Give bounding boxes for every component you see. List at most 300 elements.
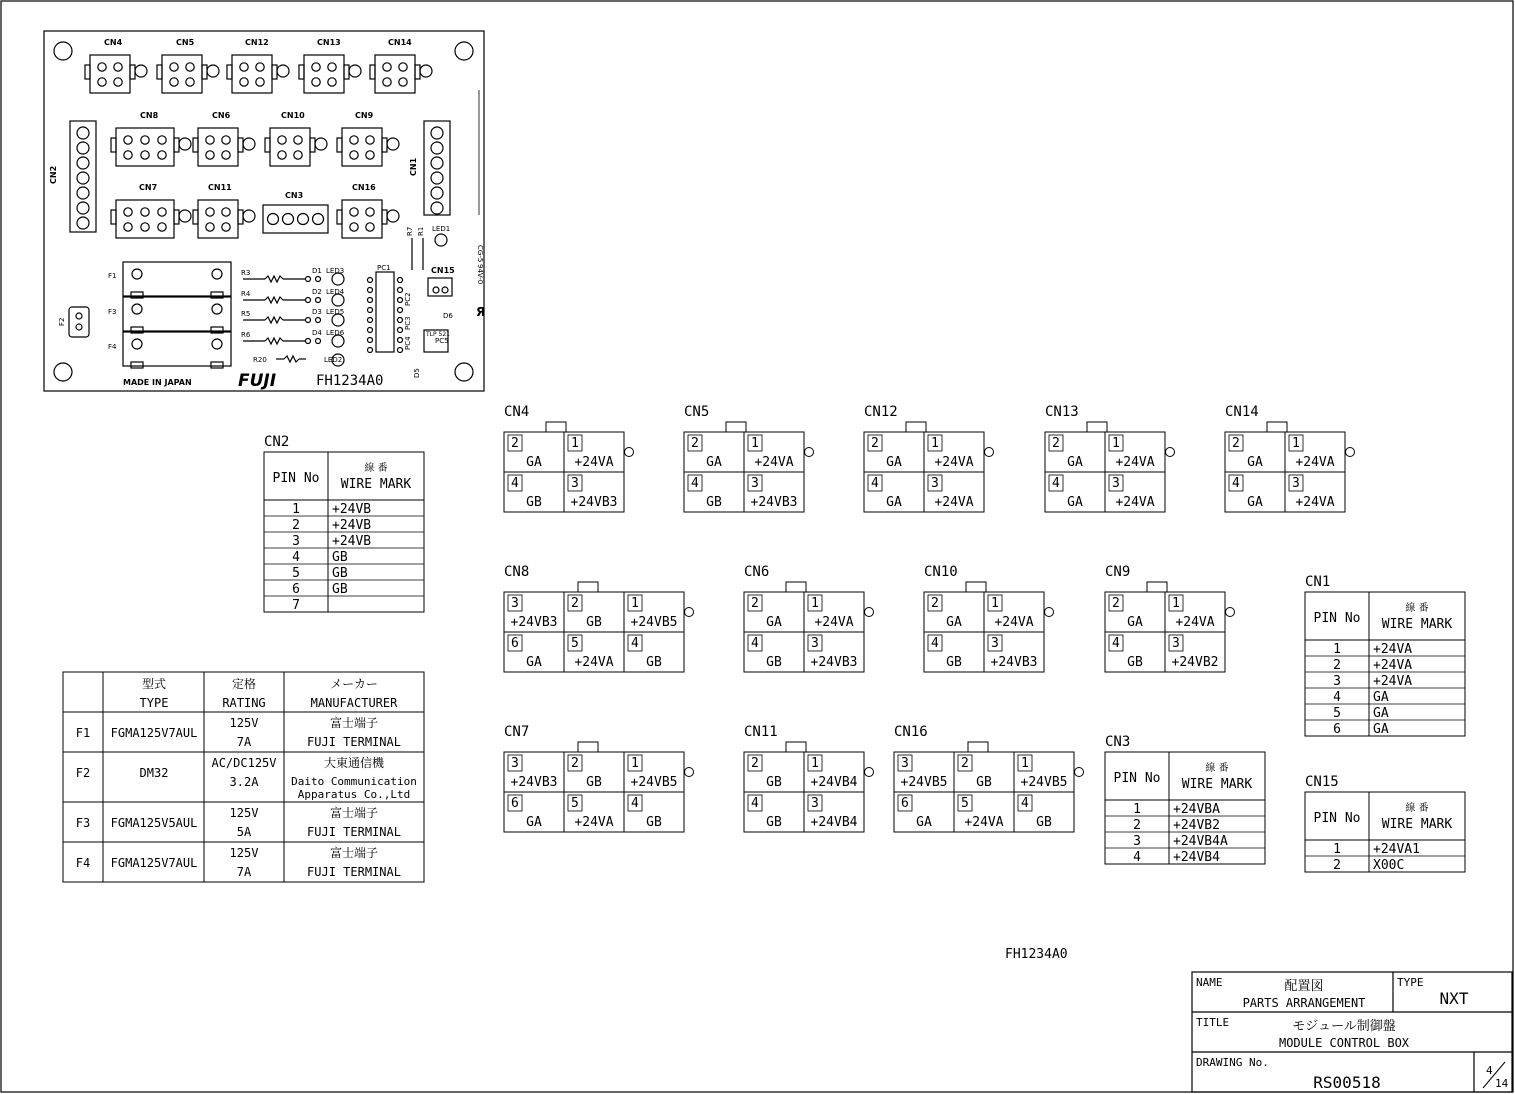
board-label-r7: R7: [406, 226, 414, 236]
pin-number: 6: [511, 796, 519, 811]
ul-mark-icon: Я: [476, 305, 486, 319]
fuse-row-type: FGMA125V7AUL: [110, 856, 198, 870]
fuse-row-maker-jp: 富士端子: [329, 716, 379, 730]
fuse-clip: [76, 313, 82, 319]
fuse-row-rating: 125V: [229, 806, 259, 820]
board-label-f1: F1: [108, 272, 117, 280]
pin-pad: [368, 308, 373, 313]
board-label-cn7: CN7: [139, 183, 158, 192]
title-title-label: TITLE: [1196, 1016, 1230, 1029]
connector-tab: [85, 65, 90, 79]
pin-pad: [158, 208, 166, 216]
pin-number: 4: [511, 476, 519, 491]
fuse-header-type-jp: 型式: [141, 677, 167, 691]
pin-signal: GA: [916, 815, 932, 830]
pin-signal: +24VB3: [510, 615, 558, 630]
fuse-clip: [132, 304, 142, 314]
pin-pad: [77, 127, 89, 139]
board-label-d1: D1: [312, 267, 322, 275]
connector-title: CN9: [1105, 564, 1131, 580]
connector-body: [162, 55, 202, 93]
board-connector-4pin: [227, 55, 289, 93]
pin-number: 1: [811, 596, 819, 611]
pin-pad: [368, 278, 373, 283]
pin-number: 3: [1172, 636, 1180, 651]
fuse-row-id: F3: [75, 816, 91, 830]
fuse-row-type: FGMA125V5AUL: [110, 816, 198, 830]
fuse-row-maker-jp: 富士端子: [329, 846, 379, 860]
pin-number: 4: [1232, 476, 1240, 491]
pin-pad: [431, 187, 443, 199]
board-connector-4pin: [299, 55, 361, 93]
pin-pad: [366, 136, 374, 144]
pin-signal: GA: [526, 455, 542, 470]
board-mark-cg5: CG-5: [476, 245, 484, 263]
pin-pad: [206, 136, 214, 144]
board-label-cn10: CN10: [281, 111, 305, 120]
board-label-d6: D6: [443, 312, 453, 320]
pin-number: 4: [631, 796, 639, 811]
pin-table-pin: 6: [1333, 722, 1341, 737]
fuse-row-current: 7A: [236, 865, 252, 879]
pin-pad: [124, 208, 132, 216]
pin-pad: [298, 214, 309, 225]
pin-pad: [256, 78, 264, 86]
pin-table-header-pin: PIN No: [1313, 811, 1361, 826]
connector-key-icon: [243, 210, 255, 222]
pin-signal: +24VB5: [630, 615, 678, 630]
connector-key-icon: [179, 138, 191, 150]
title-en: MODULE CONTROL BOX: [1278, 1036, 1410, 1050]
board-connector-cn1: [424, 121, 450, 215]
pin-number: 5: [961, 796, 969, 811]
connector-tab: [310, 138, 315, 152]
board-label-cn14: CN14: [388, 38, 412, 47]
pin-signal: GA: [1247, 495, 1263, 510]
pin1-marker-icon: [1226, 608, 1235, 617]
pcb-board: [44, 31, 484, 391]
drawing-no: RS00518: [1313, 1073, 1381, 1092]
pin-table-cn2: [264, 434, 424, 613]
connector-latch: [578, 742, 598, 752]
board-label-f2: F2: [58, 317, 66, 326]
pin-number: 3: [511, 756, 519, 771]
board-connector-4pin: [193, 128, 255, 166]
title-jp: モジュール制御盤: [1292, 1019, 1396, 1034]
pin-pad: [398, 278, 403, 283]
pin-pad: [306, 339, 311, 344]
pin-pad: [316, 277, 321, 282]
pin-number: 1: [571, 436, 579, 451]
connector-key-icon: [243, 138, 255, 150]
connector-tab: [193, 138, 198, 152]
connector-key-icon: [179, 210, 191, 222]
connector-key-icon: [135, 65, 147, 77]
pin-pad: [222, 136, 230, 144]
pin-signal: GB: [646, 655, 662, 670]
fuse-row-current: 3.2A: [229, 775, 259, 789]
pin-table-header-wire-en: WIRE MARK: [1381, 817, 1453, 832]
connector-tab: [202, 65, 207, 79]
pin-pad: [398, 298, 403, 303]
pin-signal: +24VA: [1175, 615, 1215, 630]
fuse-row-id: F2: [75, 766, 91, 780]
connector-body: [428, 278, 452, 296]
connector-latch: [1087, 422, 1107, 432]
connector-tab: [344, 65, 349, 79]
pin-table-header-pin: PIN No: [1313, 611, 1361, 626]
fuse-header-maker-en: MANUFACTURER: [310, 696, 398, 710]
pin-signal: +24VB2: [1171, 655, 1219, 670]
board-label-led2: LED2: [324, 356, 343, 364]
connector-latch: [726, 422, 746, 432]
pin-number: 3: [931, 476, 939, 491]
mount-hole: [54, 363, 72, 381]
connector-body: [90, 55, 130, 93]
board-mark-tlp521: TLP 521: [426, 331, 450, 338]
pin-number: 4: [1052, 476, 1060, 491]
pin-signal: +24VB3: [570, 495, 618, 510]
connector-title: CN11: [744, 724, 778, 740]
connector-tab: [111, 138, 116, 152]
pin-pad: [124, 223, 132, 231]
pin-table-wire: GA: [1373, 722, 1389, 737]
fuse-row-current: 7A: [236, 735, 252, 749]
connector-body: [70, 121, 96, 232]
pin-pad: [158, 223, 166, 231]
pin-pad: [306, 318, 311, 323]
pin-table-wire: +24VA: [1373, 674, 1413, 689]
pin-pad: [398, 308, 403, 313]
connector-cn10: [924, 564, 1054, 672]
pin-table-header-wire-jp: 線 番: [1405, 603, 1429, 614]
pin-pad: [368, 338, 373, 343]
fuse-clip: [212, 304, 222, 314]
board-label-cn8: CN8: [140, 111, 159, 120]
connector-tab: [337, 210, 342, 224]
pin-pad: [294, 136, 302, 144]
resistor-icon: [265, 317, 283, 323]
fuse-row-maker-jp: 富士端子: [329, 806, 379, 820]
pin-pad: [206, 151, 214, 159]
pin-signal: GA: [526, 815, 542, 830]
pin-pad: [368, 318, 373, 323]
pin-pad: [306, 298, 311, 303]
connector-cn6: [744, 564, 874, 672]
board-connector-6pin: [111, 128, 191, 166]
fuse-clip: [212, 269, 222, 279]
pin-pad: [114, 78, 122, 86]
pin-number: 2: [1232, 436, 1240, 451]
title-block-text: [1196, 976, 1509, 1092]
fuse-row-maker-en: FUJI TERMINAL: [307, 865, 401, 879]
pin-signal: +24VA: [1115, 495, 1155, 510]
pin-pad: [368, 288, 373, 293]
pin-number: 2: [931, 596, 939, 611]
board-label-r3: R3: [241, 269, 251, 277]
pin-pad: [398, 338, 403, 343]
pin-signal: GB: [526, 495, 542, 510]
pin-pad: [433, 287, 439, 293]
pc-body: [376, 272, 394, 352]
resistor-icon: [265, 338, 283, 344]
pin-pad: [316, 298, 321, 303]
pin-table-wire: GB: [332, 550, 348, 565]
board-connector-4pin: [85, 55, 147, 93]
pin-number: 1: [1021, 756, 1029, 771]
pin-pad: [77, 187, 89, 199]
pin-signal: +24VB3: [810, 655, 858, 670]
sheet-number: 4: [1486, 1064, 1493, 1077]
pin1-marker-icon: [1346, 448, 1355, 457]
connector-body: [232, 55, 272, 93]
fuse-clip: [132, 339, 142, 349]
pin-signal: GA: [706, 455, 722, 470]
fuse-body: [69, 307, 89, 337]
connector-latch: [786, 742, 806, 752]
connector-cn7: [504, 724, 694, 832]
pin-signal: +24VB5: [630, 775, 678, 790]
pin-number: 2: [1112, 596, 1120, 611]
pin-table-pin: 6: [292, 582, 300, 597]
board-connector-4pin: [370, 55, 432, 93]
pin-table-wire: X00C: [1373, 858, 1405, 873]
connector-title: CN6: [744, 564, 770, 580]
pin-number: 4: [751, 796, 759, 811]
connector-body: [304, 55, 344, 93]
pin-pad: [350, 223, 358, 231]
board-label-led1: LED1: [432, 225, 451, 233]
pin-pad: [383, 78, 391, 86]
led-icon: [435, 234, 447, 246]
pin-pad: [350, 151, 358, 159]
fuse-row-id: F1: [75, 726, 91, 740]
pin-number: 2: [1052, 436, 1060, 451]
pin-pad: [442, 287, 448, 293]
pin-table-wire: +24VB4A: [1173, 834, 1228, 849]
title-type-value: NXT: [1439, 989, 1469, 1008]
board-number: FH1234A0: [316, 373, 384, 389]
pin-table-pin: 4: [292, 550, 300, 565]
pin-pad: [186, 78, 194, 86]
pin-table-header-wire-en: WIRE MARK: [1181, 777, 1253, 792]
fuse-row-rating: 125V: [229, 716, 259, 730]
pin-table-wire: GA: [1373, 690, 1389, 705]
connector-tab: [272, 65, 277, 79]
pin-pad: [77, 142, 89, 154]
pin-signal: +24VB4: [810, 775, 858, 790]
pin-number: 5: [571, 796, 579, 811]
pin1-marker-icon: [625, 448, 634, 457]
pin-number: 1: [1172, 596, 1180, 611]
title-type-label: TYPE: [1397, 976, 1424, 989]
pin-number: 4: [631, 636, 639, 651]
board-label-r5: R5: [241, 310, 251, 318]
pin-pad: [350, 136, 358, 144]
connector-tab: [415, 65, 420, 79]
fuse-table-text: [76, 676, 417, 879]
fuse-clip: [212, 339, 222, 349]
pin-signal: GA: [526, 655, 542, 670]
pin-signal: GA: [1247, 455, 1263, 470]
pin-number: 3: [571, 476, 579, 491]
pin1-marker-icon: [685, 608, 694, 617]
pin-table-pin: 3: [292, 534, 300, 549]
connector-cn16: [894, 724, 1084, 832]
pin-pad: [256, 63, 264, 71]
drawing-no-label: DRAWING No.: [1196, 1056, 1269, 1069]
connector-title: CN13: [1045, 404, 1079, 420]
pin-pad: [294, 151, 302, 159]
connector-tab: [111, 210, 116, 224]
pin1-marker-icon: [985, 448, 994, 457]
mount-hole: [455, 363, 473, 381]
pin-signal: +24VA: [1295, 455, 1335, 470]
board-label-cn9: CN9: [355, 111, 374, 120]
pin-pad: [312, 78, 320, 86]
pin-table-wire: +24VB: [332, 518, 372, 533]
pin-pad: [312, 63, 320, 71]
fuse-header-type-en: TYPE: [139, 696, 169, 710]
pin-pad: [383, 63, 391, 71]
connector-tab: [130, 65, 135, 79]
board-label-pc3: PC3: [404, 316, 412, 330]
board-label-d4: D4: [312, 329, 322, 337]
pin-table-header-wire-jp: 線 番: [364, 463, 388, 474]
fuse-row-type: DM32: [139, 766, 169, 780]
pin-number: 4: [931, 636, 939, 651]
pin-number: 1: [751, 436, 759, 451]
pin-pad: [158, 151, 166, 159]
pin-number: 3: [991, 636, 999, 651]
connector-tab: [265, 138, 270, 152]
pin-table-header-wire-jp: 線 番: [1205, 763, 1229, 774]
pin1-marker-icon: [1075, 768, 1084, 777]
pin-table-wire: +24VB: [332, 502, 372, 517]
pin-signal: +24VB5: [900, 775, 948, 790]
pin-pad: [399, 78, 407, 86]
pin-pad: [431, 202, 443, 214]
pin-pad: [399, 63, 407, 71]
pin-signal: +24VA: [754, 455, 794, 470]
pin-signal: GB: [946, 655, 962, 670]
pin-number: 1: [1112, 436, 1120, 451]
pin-pad: [398, 348, 403, 353]
pin-pad: [222, 223, 230, 231]
board-label-led4: LED4: [326, 288, 345, 296]
board-label-led5: LED5: [326, 308, 345, 316]
pin-signal: +24VA: [1115, 455, 1155, 470]
pin-signal: GB: [1127, 655, 1143, 670]
pin-table-pin: 1: [1133, 802, 1141, 817]
pin-pad: [141, 136, 149, 144]
pin-number: 3: [1292, 476, 1300, 491]
pin-pad: [141, 223, 149, 231]
fuse-clip: [132, 269, 142, 279]
pin-signal: GB: [1036, 815, 1052, 830]
pin-pad: [222, 151, 230, 159]
pin-pad: [431, 142, 443, 154]
board-label-cn16: CN16: [352, 183, 376, 192]
connector-cn5: [684, 404, 814, 512]
pin-pad: [222, 208, 230, 216]
connector-body: [116, 200, 174, 238]
board-label-f3: F3: [108, 308, 117, 316]
pin-pad: [77, 217, 89, 229]
pin-pad: [141, 208, 149, 216]
pin-signal: +24VA: [934, 495, 974, 510]
pin-number: 3: [811, 636, 819, 651]
title-name-label: NAME: [1196, 976, 1223, 989]
board-label-pc4: PC4: [404, 336, 412, 350]
pin-number: 2: [571, 596, 579, 611]
pin-table-pin: 2: [1333, 858, 1341, 873]
mount-hole: [455, 42, 473, 60]
board-label-pc5: PC5: [435, 337, 449, 345]
fuse-row-id: F4: [75, 856, 91, 870]
pin-signal: +24VA: [964, 815, 1004, 830]
pin-pad: [77, 157, 89, 169]
pin-number: 1: [631, 756, 639, 771]
connector-cn11: [744, 724, 874, 832]
connector-tab: [227, 65, 232, 79]
connector-title: CN5: [684, 404, 710, 420]
pin-table-pin: 2: [292, 518, 300, 533]
pin-signal: +24VA: [574, 815, 614, 830]
fuse-row-rating: 125V: [229, 846, 259, 860]
connector-body: [198, 200, 238, 238]
mount-hole: [54, 42, 72, 60]
board-label-led6: LED6: [326, 329, 345, 337]
pin-number: 4: [751, 636, 759, 651]
pin-pad: [77, 172, 89, 184]
board-label-led3: LED3: [326, 267, 345, 275]
board-connector-cn2: [70, 121, 96, 232]
pin-signal: GA: [886, 495, 902, 510]
pin-pad: [240, 78, 248, 86]
connector-title: CN12: [864, 404, 898, 420]
connector-latch: [578, 582, 598, 592]
drawing-id: FH1234A0: [1005, 947, 1068, 962]
pin-table-pin: 4: [1333, 690, 1341, 705]
connector-body: [263, 205, 328, 233]
connector-tab: [370, 65, 375, 79]
pin-table-title: CN3: [1105, 734, 1131, 750]
pin-signal: +24VA: [1295, 495, 1335, 510]
pin-table-wire: GB: [332, 566, 348, 581]
pin-number: 4: [1112, 636, 1120, 651]
pin-number: 6: [511, 636, 519, 651]
pin-signal: +24VB5: [1020, 775, 1068, 790]
connector-latch: [546, 422, 566, 432]
pin-signal: +24VB4: [810, 815, 858, 830]
pin-number: 1: [631, 596, 639, 611]
pin-pad: [278, 136, 286, 144]
connector-latch: [966, 582, 986, 592]
pin-table-header-wire-jp: 線 番: [1405, 803, 1429, 814]
connector-body: [375, 55, 415, 93]
pin-table-pin: 3: [1133, 834, 1141, 849]
pin-table-pin: 4: [1133, 850, 1141, 865]
pin-pad: [170, 78, 178, 86]
pin-table-cn1: [1305, 574, 1465, 737]
connector-title: CN8: [504, 564, 530, 580]
connector-key-icon: [315, 138, 327, 150]
pin-pad: [316, 318, 321, 323]
connector-tab: [238, 138, 243, 152]
pin1-marker-icon: [685, 768, 694, 777]
board-label-pc1: PC1: [377, 264, 391, 272]
